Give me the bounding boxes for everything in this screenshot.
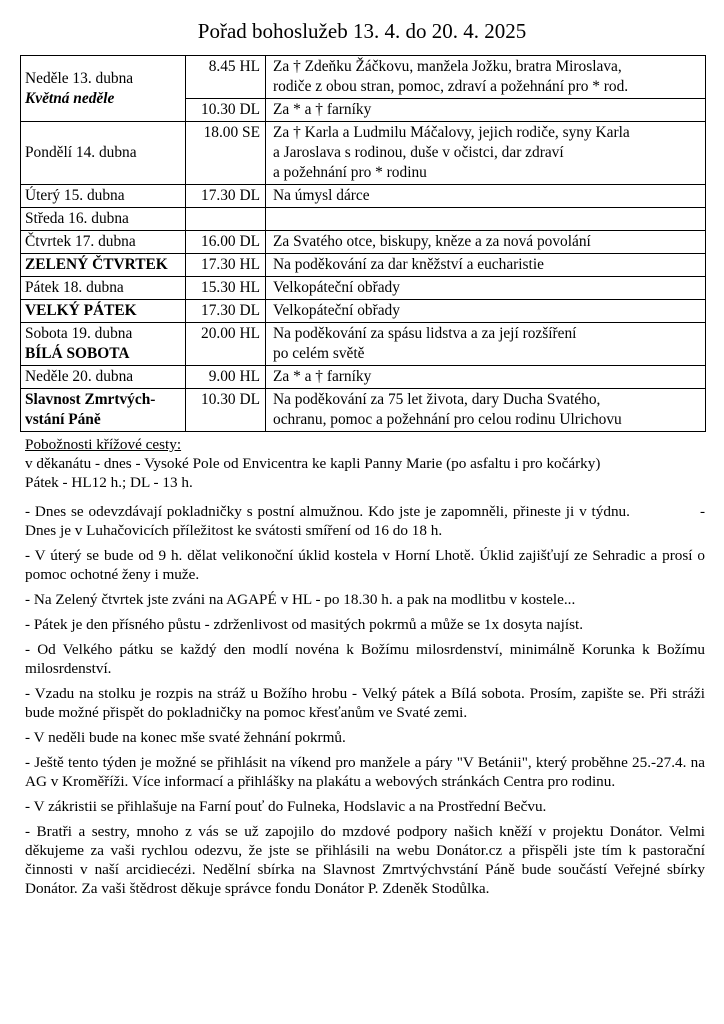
way-of-cross-block	[25, 435, 705, 492]
way-of-cross-line: Pátek - HL12 h.; DL - 13 h.	[25, 474, 193, 491]
time-cell: 10.30 DL	[186, 389, 266, 432]
intention-cell: Za * a † farníky	[266, 366, 706, 389]
time-cell: 17.30 DL	[186, 185, 266, 208]
table-row	[21, 208, 706, 231]
feast-line: Slavnost Zmrtvých-	[25, 391, 156, 408]
announcement-text: - Dnes je v Luhačovicích příležitost ke svátosti smíření od 16 do 18 h.	[25, 503, 705, 539]
time-cell: 16.00 DL	[186, 231, 266, 254]
table-row	[21, 366, 706, 389]
day-label: Neděle 13. dubna	[25, 69, 134, 87]
time-cell: 15.30 HL	[186, 277, 266, 300]
table-row	[21, 389, 706, 432]
page-title: Pořad bohoslužeb 13. 4. do 20. 4. 2025	[197, 19, 527, 43]
table-row	[21, 231, 706, 254]
intention-cell	[266, 323, 706, 366]
announcement: - V neděli bude na konec mše svaté žehnání pokrmů.	[25, 729, 346, 746]
time-cell: 17.30 DL	[186, 300, 266, 323]
intention-cell: Na poděkování za dar kněžství a eucharistie	[266, 254, 706, 277]
announcement: - Od Velkého pátku se každý den modlí novéna k Božímu milosrdenství, minimálně Korunka k Božímu milosrdenství.	[25, 641, 705, 677]
feast-line: vstání Páně	[25, 411, 101, 428]
way-of-cross-heading: Pobožnosti křížové cesty:	[25, 436, 182, 453]
intention-cell: Za * a † farníky	[266, 99, 706, 122]
day-cell: Čtvrtek 17. dubna	[21, 231, 186, 254]
day-cell: Pátek 18. dubna	[21, 277, 186, 300]
way-of-cross-line: v děkanátu - dnes - Vysoké Pole od Envicentra ke kapli Panny Marie (po asfaltu i pro kočárky)	[25, 455, 601, 472]
feast-label: Květná neděle	[25, 89, 115, 107]
day-cell: Úterý 15. dubna	[21, 185, 186, 208]
announcement: - Vzadu na stolku je rozpis na stráž u Božího hrobu - Velký pátek a Bílá sobota. Prosím, zapište se. Při stráži bude možné přispět do pokladničky na pomoc křesťanům ve Svaté zemi.	[25, 685, 705, 721]
time-cell: 20.00 HL	[186, 323, 266, 366]
feast-label: ZELENÝ ČTVRTEK	[21, 254, 186, 277]
announcement: - Ještě tento týden je možné se přihlásit na víkend pro manžele a páry "V Betánii", který proběhne 25.-27.4. na AG v Kroměříži. Více informací a přihlášky na plakátu a webových stránkách Centra pro rodinu.	[25, 754, 705, 790]
day-cell: Středa 16. dubna	[21, 208, 186, 231]
announcement: - Pátek je den přísného půstu - zdrženlivost od masitých pokrmů a může se 1x dosyta najíst.	[25, 616, 584, 633]
table-row	[21, 185, 706, 208]
announcement: - V zákristii se přihlašuje na Farní pouť do Fulneka, Hodslavic a na Prostřední Bečvu.	[25, 798, 547, 815]
day-cell	[21, 56, 186, 122]
intention-cell	[266, 122, 706, 185]
time-cell: 9.00 HL	[186, 366, 266, 389]
table-row	[21, 254, 706, 277]
intention-line: rodiče z obou stran, pomoc, zdraví a požehnání pro * rod.	[273, 78, 629, 95]
intention-line: po celém světě	[273, 345, 365, 362]
day-cell	[21, 323, 186, 366]
table-row	[21, 56, 706, 99]
intention-line: ochranu, pomoc a požehnání pro celou rodinu Ulrichovu	[273, 411, 622, 428]
intention-cell: Za Svatého otce, biskupy, kněze a za nová povolání	[266, 231, 706, 254]
intention-line: Za † Karla a Ludmilu Máčalovy, jejich rodiče, syny Karla	[273, 124, 630, 141]
intention-cell: Velkopáteční obřady	[266, 277, 706, 300]
intention-line: a Jaroslava s rodinou, duše v očistci, dar zdraví	[273, 144, 564, 161]
time-cell: 17.30 HL	[186, 254, 266, 277]
intention-cell: Na úmysl dárce	[266, 185, 706, 208]
time-cell	[186, 208, 266, 231]
announcement: - Bratři a sestry, mnoho z vás se už zapojilo do mzdové podpory našich kněží v projektu Donátor. Velmi děkujeme za vaši rychlou odezvu, že jste se přihlásili na webu Donátor.cz a přispěli jste tím k pastorační činnosti v naší arcidiecézi. Nedělní sbírka na Slavnost Zmrtvýchvstání Páně bude součástí Veřejné sbírky Donátor. Za vaši štědrost děkuje správce fondu Donátor P. Zdeněk Stodůlka.	[25, 823, 705, 897]
feast-label: BÍLÁ SOBOTA	[25, 345, 130, 362]
intention-line: Za † Zdeňku Žáčkovu, manžela Jožku, bratra Miroslava,	[273, 58, 622, 75]
feast-label	[21, 389, 186, 432]
announcement: - Na Zelený čtvrtek jste zváni na AGAPÉ v HL - po 18.30 h. a pak na modlitbu v kostele...	[25, 591, 576, 608]
day-label: Sobota 19. dubna	[25, 325, 133, 342]
intention-line: Na poděkování za spásu lidstva a za její rozšíření	[273, 325, 577, 342]
intention-cell	[266, 389, 706, 432]
announcement	[25, 502, 705, 540]
time-cell: 10.30 DL	[186, 99, 266, 122]
time-cell: 8.45 HL	[186, 56, 266, 99]
intention-line: a požehnání pro * rodinu	[273, 164, 427, 181]
time-cell: 18.00 SE	[186, 122, 266, 185]
announcement: - V úterý se bude od 9 h. dělat velikonoční úklid kostela v Horní Lhotě. Úklid zajišťují ze Sehradic a prosí o pomoc ochotné ženy i muže.	[25, 547, 705, 583]
table-row	[21, 323, 706, 366]
table-row	[21, 122, 706, 185]
mass-schedule-table	[20, 55, 706, 432]
intention-cell: Velkopáteční obřady	[266, 300, 706, 323]
feast-label: VELKÝ PÁTEK	[21, 300, 186, 323]
table-row	[21, 300, 706, 323]
intention-cell	[266, 208, 706, 231]
table-row	[21, 277, 706, 300]
announcement-text: - Dnes se odevzdávají pokladničky s postní almužnou. Kdo jste je zapomněli, přineste ji v týdnu.	[25, 503, 630, 520]
intention-cell	[266, 56, 706, 99]
day-cell: Pondělí 14. dubna	[21, 122, 186, 185]
day-cell: Neděle 20. dubna	[21, 366, 186, 389]
announcements-section	[25, 435, 705, 904]
intention-line: Na poděkování za 75 let života, dary Ducha Svatého,	[273, 391, 601, 408]
